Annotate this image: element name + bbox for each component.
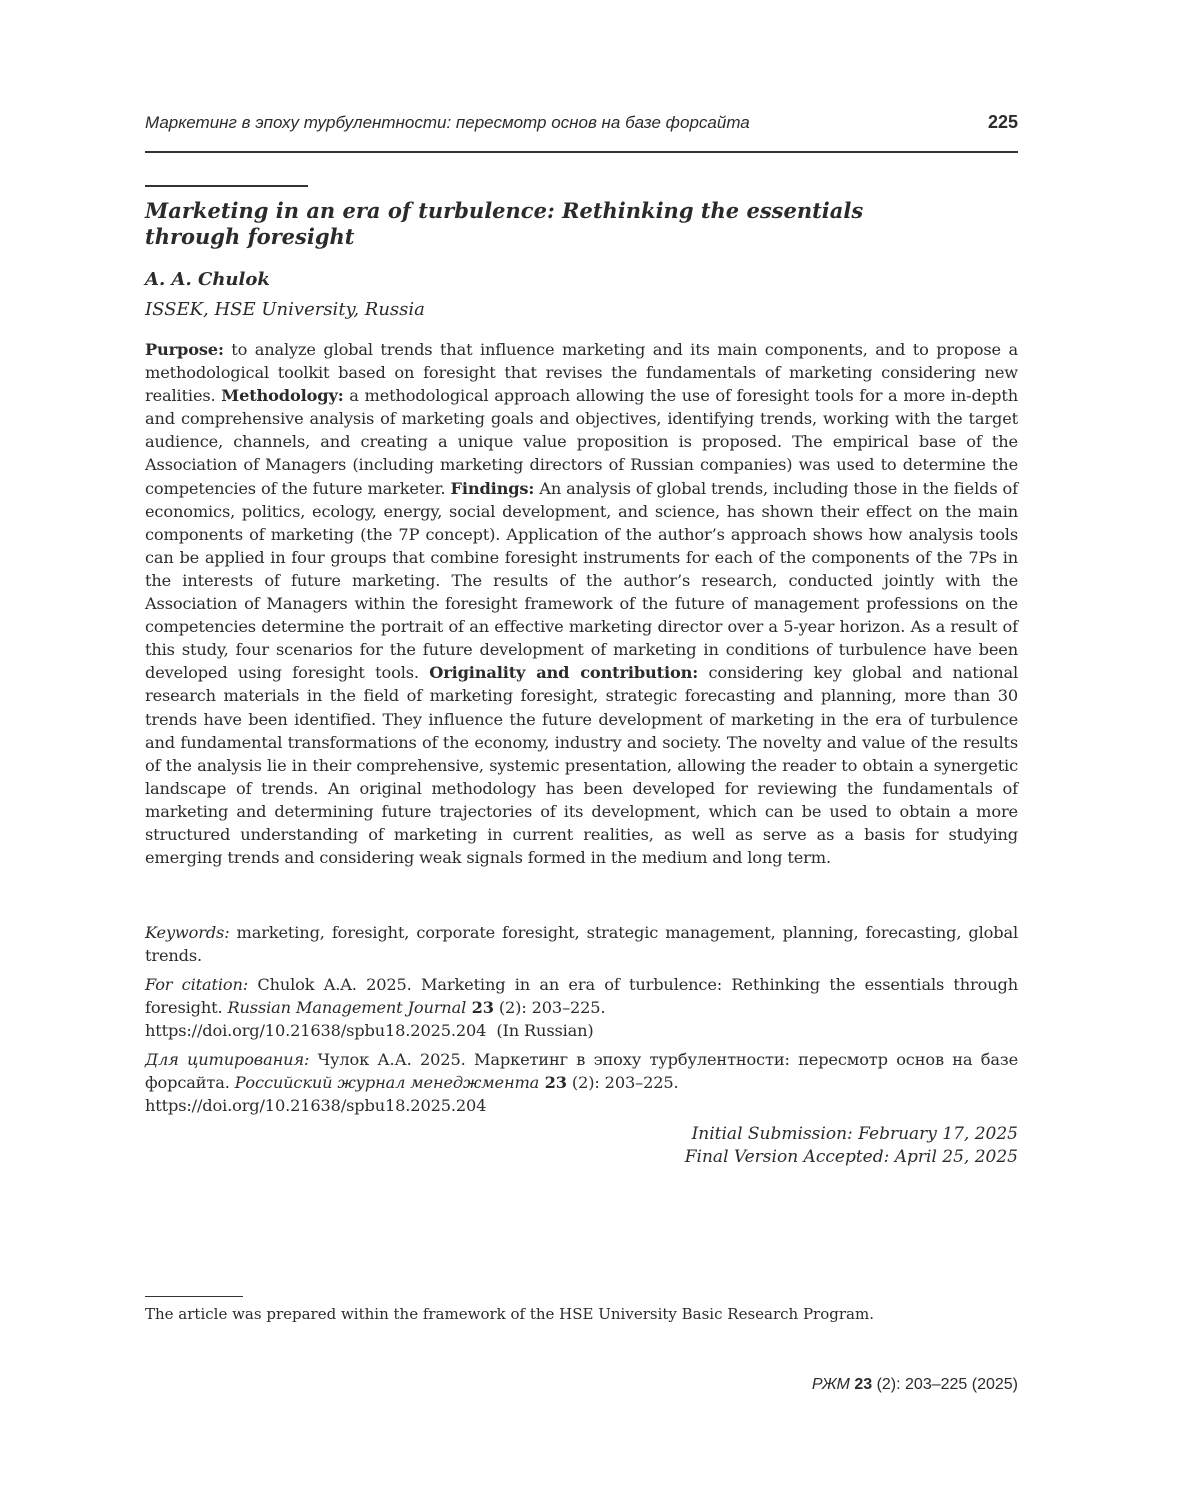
citation-ru-pages: (2): 203–225. [566, 1073, 679, 1092]
citation-en-language: (In Russian) [486, 1021, 594, 1040]
keywords-label: Keywords: [145, 923, 230, 942]
methodology-text: a methodological approach allowing the use of foresight tools for a more in-depth and comprehensive analysis of marketing goals and objectives, identifying trends, working with the target audience, channels, and creating a unique value proposition is proposed. The empirical base of the Association of Managers (including marketing directors of Russian companies) was used to determine the competencies of the future marketer. [145, 386, 1018, 498]
citation-ru-doi-link[interactable]: https://doi.org/10.21638/spbu18.2025.204 [145, 1096, 487, 1115]
keywords [145, 921, 1018, 967]
citation-en-volume: 23 [466, 998, 494, 1017]
footer-volume: 23 [854, 1376, 873, 1393]
footnote: The article was prepared within the framework of the HSE University Basic Research Program. [145, 1305, 874, 1323]
submission-dates [685, 1123, 1018, 1169]
footer-journal-abbr: РЖМ [811, 1376, 850, 1393]
citation-en-journal: Russian Management Journal [227, 998, 467, 1017]
initial-submission-date: Initial Submission: February 17, 2025 [691, 1124, 1018, 1144]
article-title-line-1: Marketing in an era of turbulence: Rethinking the essentials [145, 198, 864, 223]
citation-english [145, 973, 1018, 1042]
running-head-title: Маркетинг в эпоху турбулентности: пересмотр основ на базе форсайта [145, 113, 750, 132]
findings-label: Findings: [450, 478, 535, 498]
methodology-label: Methodology: [221, 386, 344, 406]
page-footer [812, 1376, 1018, 1394]
originality-text: considering key global and national research materials in the field of marketing foresight, strategic forecasting and planning, more than 30 trends have been identified. They influence the future development of marketing in the era of turbulence and fundamental transformations of the economy, industry and society. The novelty and value of the results of the analysis lie in their comprehensive, systemic presentation, allowing the reader to obtain a synergetic landscape of trends. An original methodology has been developed for reviewing the fundamentals of marketing and determining future trajectories of its development, which can be used to obtain a more structured understanding of marketing in current realities, as well as serve as a basis for studying emerging trends and considering weak signals formed in the medium and long term. [145, 663, 1018, 868]
citation-en-text: Chulok A.A. 2025. Marketing in an era of turbulence: Rethinking the essentials through foresight. [145, 975, 1019, 1017]
citation-en-doi-link[interactable]: https://doi.org/10.21638/spbu18.2025.204 [145, 1021, 487, 1040]
citation-ru-text: Чулок А.А. 2025. Маркетинг в эпоху турбулентности: пересмотр основ на базе форсайта. [145, 1050, 1018, 1092]
findings-text: An analysis of global trends, including those in the fields of economics, politics, ecology, energy, social development, and science, has shown their effect on the main components of marketing (the 7P concept). Application of the author’s approach shows how analysis tools can be applied in four groups that combine foresight instruments for each of the components of the 7Ps in the interests of future marketing. The results of the author’s research, conducted jointly with the Association of Managers within the foresight framework of the future of management professions on the competencies determine the portrait of an effective marketing director over a 5-year horizon. As a result of this study, four scenarios for the future development of marketing in conditions of turbulence have been developed using foresight tools. [145, 478, 1018, 683]
author-name: A. A. Chulok [145, 269, 270, 290]
abstract [145, 338, 1018, 869]
purpose-label: Purpose: [145, 340, 224, 359]
header-divider [145, 151, 1018, 153]
citation-ru-label: Для цитирования: [145, 1050, 310, 1069]
page-number: 225 [987, 112, 1018, 132]
author-affiliation: ISSEK, HSE University, Russia [145, 299, 425, 320]
citation-en-pages: (2): 203–225. [493, 998, 606, 1017]
keywords-text: marketing, foresight, corporate foresight, strategic management, planning, forecasting, global trends. [145, 923, 1018, 965]
article-title [145, 198, 865, 250]
article-title-line-2: through foresight [145, 224, 355, 249]
footnote-divider [145, 1296, 243, 1297]
footer-issue-pages: (2): 203–225 (2025) [872, 1376, 1018, 1393]
title-divider [145, 185, 308, 187]
originality-label: Originality and contribution: [429, 663, 699, 683]
running-head [145, 112, 1018, 133]
citation-en-label: For citation: [145, 975, 249, 994]
citation-russian [145, 1048, 1018, 1117]
citation-ru-journal: Российский журнал менеджмента [234, 1073, 540, 1092]
final-acceptance-date: Final Version Accepted: April 25, 2025 [684, 1147, 1018, 1167]
purpose-text: to analyze global trends that influence marketing and its main components, and to propose a methodological toolkit based on foresight that revises the fundamentals of marketing considering new realities. [145, 340, 1018, 406]
citation-ru-volume: 23 [539, 1073, 567, 1092]
